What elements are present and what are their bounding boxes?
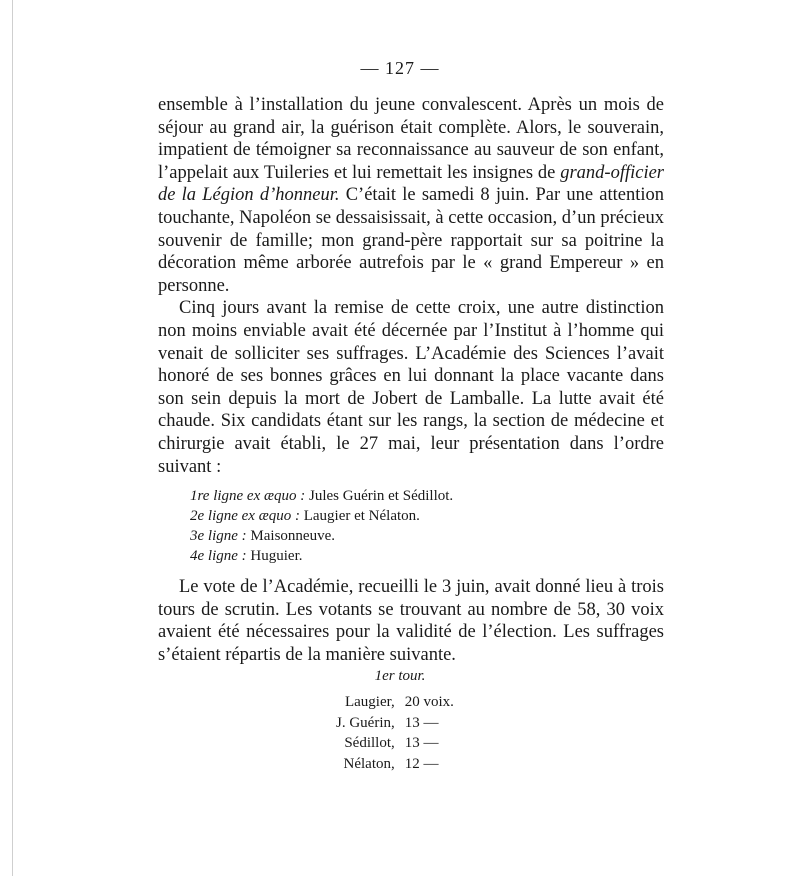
paragraph-3: Le vote de l’Académie, recueilli le 3 juin, avait donné lieu à trois tours de scrutin. Les votants se trouvant au nombre de 58, 30 voix avaient été nécessaires pour la validité de l’élection. Les suffrages s’étaient répartis de la manière suivante. [158, 577, 664, 665]
list-item-names: Huguier. [250, 548, 303, 564]
list-item-label: 2e ligne ex æquo : [190, 508, 300, 524]
list-item-label: 4e ligne : [190, 548, 247, 564]
table-row [336, 754, 454, 775]
paragraph-2: Cinq jours avant la remise de cette croix, une autre distinction non moins enviable avait été décernée par l’Institut à l’homme qui venait de solliciter ses suffrages. L’Académie des Sciences l’avait honoré de ses bonnes grâces en lui donnant la place vacante dans son sein depuis la mort de Jobert de Lamballe. La lutte avait été chaude. Six candidats étant sur les rangs, la section de médecine et chirurgie avait établi, le 27 mai, leur présentation dans l’ordre suivant : [158, 298, 664, 477]
body-text [158, 94, 664, 478]
list-item [190, 486, 610, 506]
vote-count: 12 — [404, 755, 439, 772]
table-row [336, 733, 454, 754]
list-item-label: 1re ligne ex æquo : [190, 488, 306, 504]
results-table [336, 692, 454, 774]
table-row [336, 713, 454, 734]
list-item-names: Maisonneuve. [250, 528, 335, 544]
paragraph-1-emphasis: grand-officier de la Légion d’honneur. [158, 162, 664, 206]
list-item [190, 506, 610, 526]
candidate-name: Nélaton, [343, 755, 395, 772]
table-row [336, 692, 454, 713]
list-item-names: Laugier et Nélaton. [303, 508, 420, 524]
list-item-names: Jules Guérin et Sédillot. [309, 488, 454, 504]
list-item [190, 526, 610, 546]
paragraph-1 [158, 94, 664, 297]
paragraph-1-after: C’était le samedi 8 juin. Par une attention touchante, Napoléon se dessaisissait, à cette occasion, d’un précieux souvenir de famille; mon grand-père rapportait sur sa poitrine la décoration même arborée autrefois par le « grand Empereur » en personne. [158, 185, 665, 296]
paragraph-1-before: ensemble à l’installation du jeune convalescent. Après un mois de séjour au grand air, la guérison était complète. Alors, le souverain, impatient de témoigner sa reconnaissance au sauveur de son enfant, l’appelait aux Tuileries et lui remettait les insignes de [158, 95, 664, 183]
vote-count: 13 — [404, 714, 439, 731]
presentation-list [190, 486, 610, 566]
page-number: — 127 — [360, 58, 440, 78]
vote-count: 13 — [404, 735, 439, 751]
candidate-name: J. Guérin, [336, 714, 395, 731]
candidate-name: Sédillot, [344, 735, 395, 751]
vote-count: 20 voix. [404, 694, 454, 710]
page-edge [12, 0, 13, 876]
candidate-name: Laugier, [344, 694, 395, 710]
vote-paragraph-block [158, 576, 664, 666]
tour-heading: 1er tour. [374, 668, 426, 684]
list-item-label: 3e ligne : [190, 528, 247, 544]
list-item [190, 546, 610, 566]
